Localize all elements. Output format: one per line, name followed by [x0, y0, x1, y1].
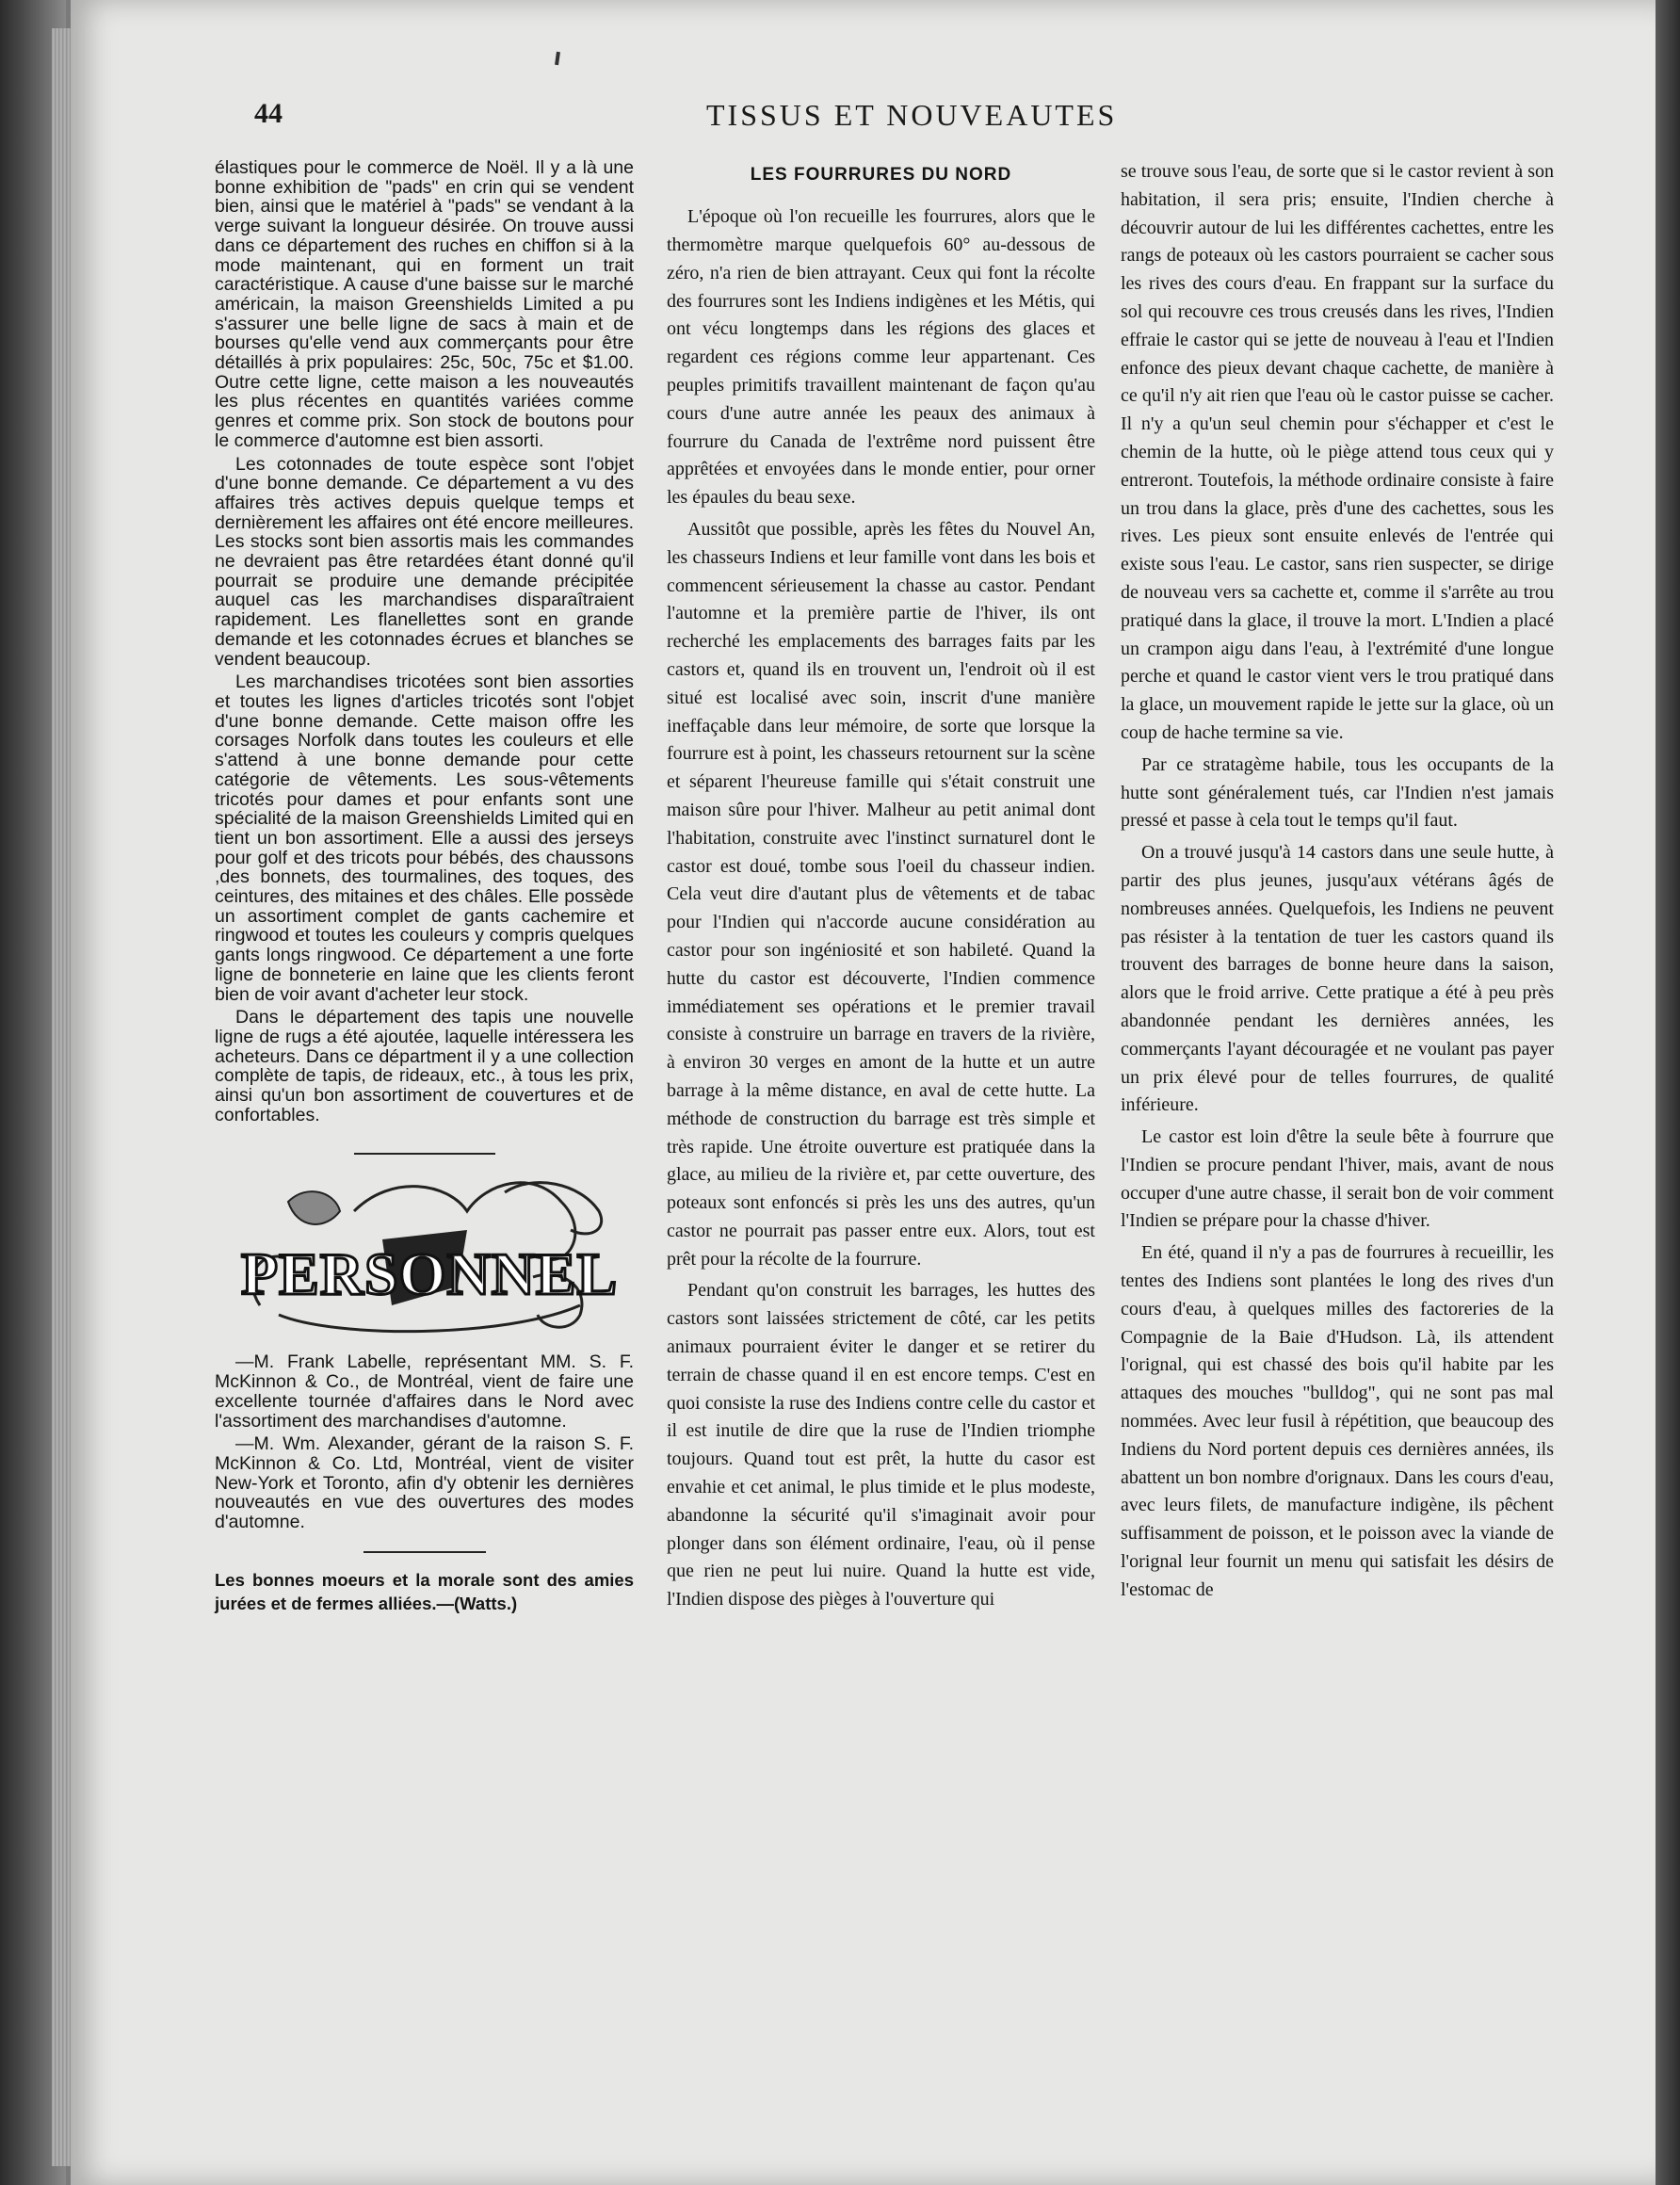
paragraph: Le castor est loin d'être la seule bête à fourrure que l'Indien se procure pendant l'hiver, mais, avant de nous occuper d'une autre chasse, il serait bon de voir comment l'Indien se prépare pour la chasse d'hiver. [1121, 1126, 1554, 1232]
right-column [1121, 158, 1554, 1609]
paragraph: Par ce stratagème habile, tous les occupants de la hutte sont généralement tués, car l'Indien n'est jamais pressé et passe à cela tout le temps qu'il faut. [1121, 753, 1554, 832]
paragraph: élastiques pour le commerce de Noël. Il y a là une bonne exhibition de "pads" en crin qui se vendent bien, ainsi que le matériel à "pads" se vendant à la verge suivant la longueur désirée. On trouve aussi dans ce département des ruches en chiffon si à la mode maintenant, qui en forment un trait caractéristique. A cause d'une baisse sur le marché américain, la maison Greenshields Limited a pu s'assurer une belle ligne de sacs à main et de bourses qu'elle vend aux commerçants pour être détaillés à prix populaires: 25c, 50c, 75c et $1.00. Outre cette ligne, cette maison a les nouveautés les plus récentes en quantités variées comme genres et comme prix. Son stock de boutons pour le commerce d'automne est bien assorti. [215, 157, 634, 451]
paragraph: se trouve sous l'eau, de sorte que si le castor revient à son habitation, il sera pris; ensuite, l'Indien cherche à découvrir autour de lui les différentes cachettes, entre les rangs de poteaux où les castors pourraient se cacher sous les rives des cours d'eau. En frappant sur la surface du sol qui recouvre ces trous creusés dans les rives, l'Indien effraie le castor qui se jette de nouveau à l'eau et l'Indien enfonce des pieux devant chaque cachette, de manière à ce qu'il n'y ait rien que l'eau où le castor puisse se cacher. Il n'y a qu'un seul chemin pour s'échapper et c'est le chemin de la hutte, où le piège attend tous ceux qui y entreront. Toutefois, la méthode ordinaire consiste à faire un trou dans la glace, près d'une des cachettes, sous les rives. Les pieux sont ensuite enlevés de l'entrée qui existe sous l'eau. Le castor, sans rien suspecter, se dirige de nouveau vers sa cachette et, comme il s'arrête au trou pratiqué dans la glace, il trouve la mort. L'Indien a placé un crampon aigu dans l'eau, à l'extrémité d'une longue perche et quand le castor vient vers le trou pratiqué dans la glace, un mouvement rapide le jette sur la glace, où un coup de hache termine sa vie. [1121, 161, 1554, 743]
paragraph: On a trouvé jusqu'à 14 castors dans une seule hutte, à partir des plus jeunes, jusqu'aux vétérans âgés de nombreuses années. Quelquefois, les Indiens ne peuvent pas résister à la tentation de tuer les castors quand ils trouvent des barrages de bonne heure dans la saison, alors que le froid arrive. Cette pratique a été à peu près abandonnée pendant les dernières années, les commerçants l'ayant découragée et ne voulant pas payer un prix élevé pour de telles fourrures, de qualité inférieure. [1121, 842, 1554, 1116]
journal-title: TISSUS ET NOUVEAUTES [706, 98, 1118, 132]
quote: Les bonnes moeurs et la morale sont des amies jurées et de fermes alliées.—(Watts.) [215, 1569, 634, 1613]
personnel-ornament [222, 1173, 627, 1343]
paragraph: Pendant qu'on construit les barrages, les huttes des castors sont laissées strictement de côté, car les petits animaux pourraient éviter le danger et se retirer du terrain de chasse quand il en est encore temps. C'est en quoi consiste la ruse des Indiens contre celle du castor et il est inutile de dire que la ruse de l'Indien triomphe toujours. Quand tout est prêt, la hutte du casor est envahie et cet animal, le plus timide et le plus modeste, abandonne la sécurité qu'il s'imaginait avoir pour plonger dans son élément ordinaire, l'eau, où il pense que rien ne peut lui nuire. Quand la hutte est vide, l'Indien dispose des pièges à l'ouverture qui [667, 1280, 1095, 1610]
divider [354, 1153, 495, 1155]
paragraph: Dans le département des tapis une nouvelle ligne de rugs a été ajoutée, laquelle intéressera les acheteurs. Dans ce départment il y a une collection complète de tapis, de rideaux, etc., à tous les prix, ainsi qu'un bon assortiment de couvertures et de confortables. [215, 1007, 634, 1125]
middle-column [667, 158, 1095, 1618]
page-number: 44 [254, 98, 283, 129]
divider [363, 1551, 486, 1553]
paragraph: Les cotonnades de toute espèce sont l'objet d'une bonne demande. Ce département a vu des affaires très actives depuis quelque temps et dernièrement les affaires ont été encore meilleures. Les stocks sont bien assortis mais les commandes ne devraient pas être retardées étant donné qu'il pourrait se produire une demande précipitée auquel cas les marchandises disparaîtraient rapidement. Les flanellettes sont en grande demande et les cotonnades écrues et blanches se vendent beaucoup. [215, 453, 634, 670]
paragraph: L'époque où l'on recueille les fourrures, alors que le thermomètre marque quelquefois 60° au-dessous de zéro, n'a rien de bien attrayant. Ceux qui font la récolte des fourrures sont les Indiens indigènes et les Métis, qui ont vécu longtemps dans les régions des glaces et regardent ces régions comme leur appartenant. Ces peuples primitifs travaillent maintenant de façon qu'au cours d'une autre année les peaux des animaux à fourrure du Canada de l'extrême nord puissent être apprêtées et envoyées dans le monde entier, pour orner les épaules du beau sexe. [667, 206, 1095, 509]
paragraph: Les marchandises tricotées sont bien assorties et toutes les lignes d'articles tricotés sont l'objet d'une bonne demande. Cette maison offre les corsages Norfolk dans toutes les couleurs et elle s'attend à une bonne demande pour cette catégorie de vêtements. Les sous-vêtements tricotés pour dames et pour enfants sont une spécialité de la maison Greenshields Limited qui en tient un bon assortiment. Elle a aussi des jerseys pour golf et des tricots pour bébés, des chaussons ,des bonnets, des tourmalines, des toques, des ceintures, des mitaines et des châles. Elle possède un assortiment complet de gants cachemire et ringwood et toutes les couleurs y compris quelques gants longs ringwood. Ce département a une forte ligne de bonneterie en laine que les clients feront bien de voir avant d'acheter leur stock. [215, 672, 634, 1005]
page-edges [52, 28, 73, 2166]
personnel-item: —M. Wm. Alexander, gérant de la raison S. F. McKinnon & Co. Ltd, Montréal, vient de visiter New-York et Toronto, afin d'y obtenir les dernières nouveautés en vue des ouvertures des modes d'automne. [215, 1433, 634, 1533]
ornament-title: PERSONNEL [240, 1240, 618, 1308]
right-page-edge [1656, 0, 1680, 2185]
article-title: LES FOURRURES DU NORD [750, 165, 1012, 185]
personnel-item: —M. Frank Labelle, représentant MM. S. F. McKinnon & Co., de Montréal, vient de faire une excellente tournée d'affaires dans le Nord avec l'assortiment des marchandises d'automne. [215, 1351, 634, 1432]
left-column [215, 158, 634, 1619]
page-header [254, 98, 1620, 136]
paragraph: En été, quand il n'y a pas de fourrures à recueillir, les tentes des Indiens sont plantées le long des rives d'un cours d'eau, à quelques milles des factoreries de la Compagnie de la Baie d'Hudson. Là, ils attendent l'orignal, qui est chassé des bois qu'il habite par les attaques des mouches "bulldog", qui ne sont pas mal nommées. Avec leur fusil à répétition, que beaucoup des Indiens du Nord portent depuis ces dernières années, ils abattent un bon nombre d'orignaux. Dans les cours d'eau, avec leurs filets, de manufacture indigène, ils pêchent suffisamment de poisson, et le poisson avec la viande de l'orignal leur fournit un menu qui satisfait les désirs de l'estomac de [1121, 1242, 1554, 1600]
paragraph: Aussitôt que possible, après les fêtes du Nouvel An, les chasseurs Indiens et leur famille vont dans les bois et commencent sérieusement la chasse au castor. Pendant l'automne et la première partie de l'hiver, ils ont recherché les emplacements des barrages faits par les castors et, quand ils en trouvent un, l'endroit où il est situé est localisé avec soin, inscrit d'une manière ineffaçable dans leur mémoire, de sorte que lorsque la fourrure est à point, les chasseurs retournent sur la scène et séparent l'heureuse famille qui s'était construit une maison sûre pour l'hiver. Malheur au petit animal dont l'habitation, construite avec l'instinct surnaturel dont le castor est doué, tombe sous l'oeil du chasseur indien. Cela veut dire d'autant plus de vêtements et de tabac pour l'Indien qui n'accorde aucune considération au castor pour son ingéniosité et son habileté. Quand la hutte du castor est découverte, l'Indien commence immédiatement ses opérations et le premier travail consiste à construire un barrage en travers de la rivière, à environ 30 verges en amont de la hutte et un autre barrage à la même distance, en aval de cette hutte. La méthode de construction du barrage est très simple et très rapide. Une étroite ouverture est pratiquée dans la glace, au milieu de la rivière et, par cette ouverture, des poteaux sont enfoncés si près les uns des autres, qu'un castor ne pourrait pas passer entre eux. Alors, tout est prêt pour la récolte de la fourrure. [667, 518, 1095, 1270]
